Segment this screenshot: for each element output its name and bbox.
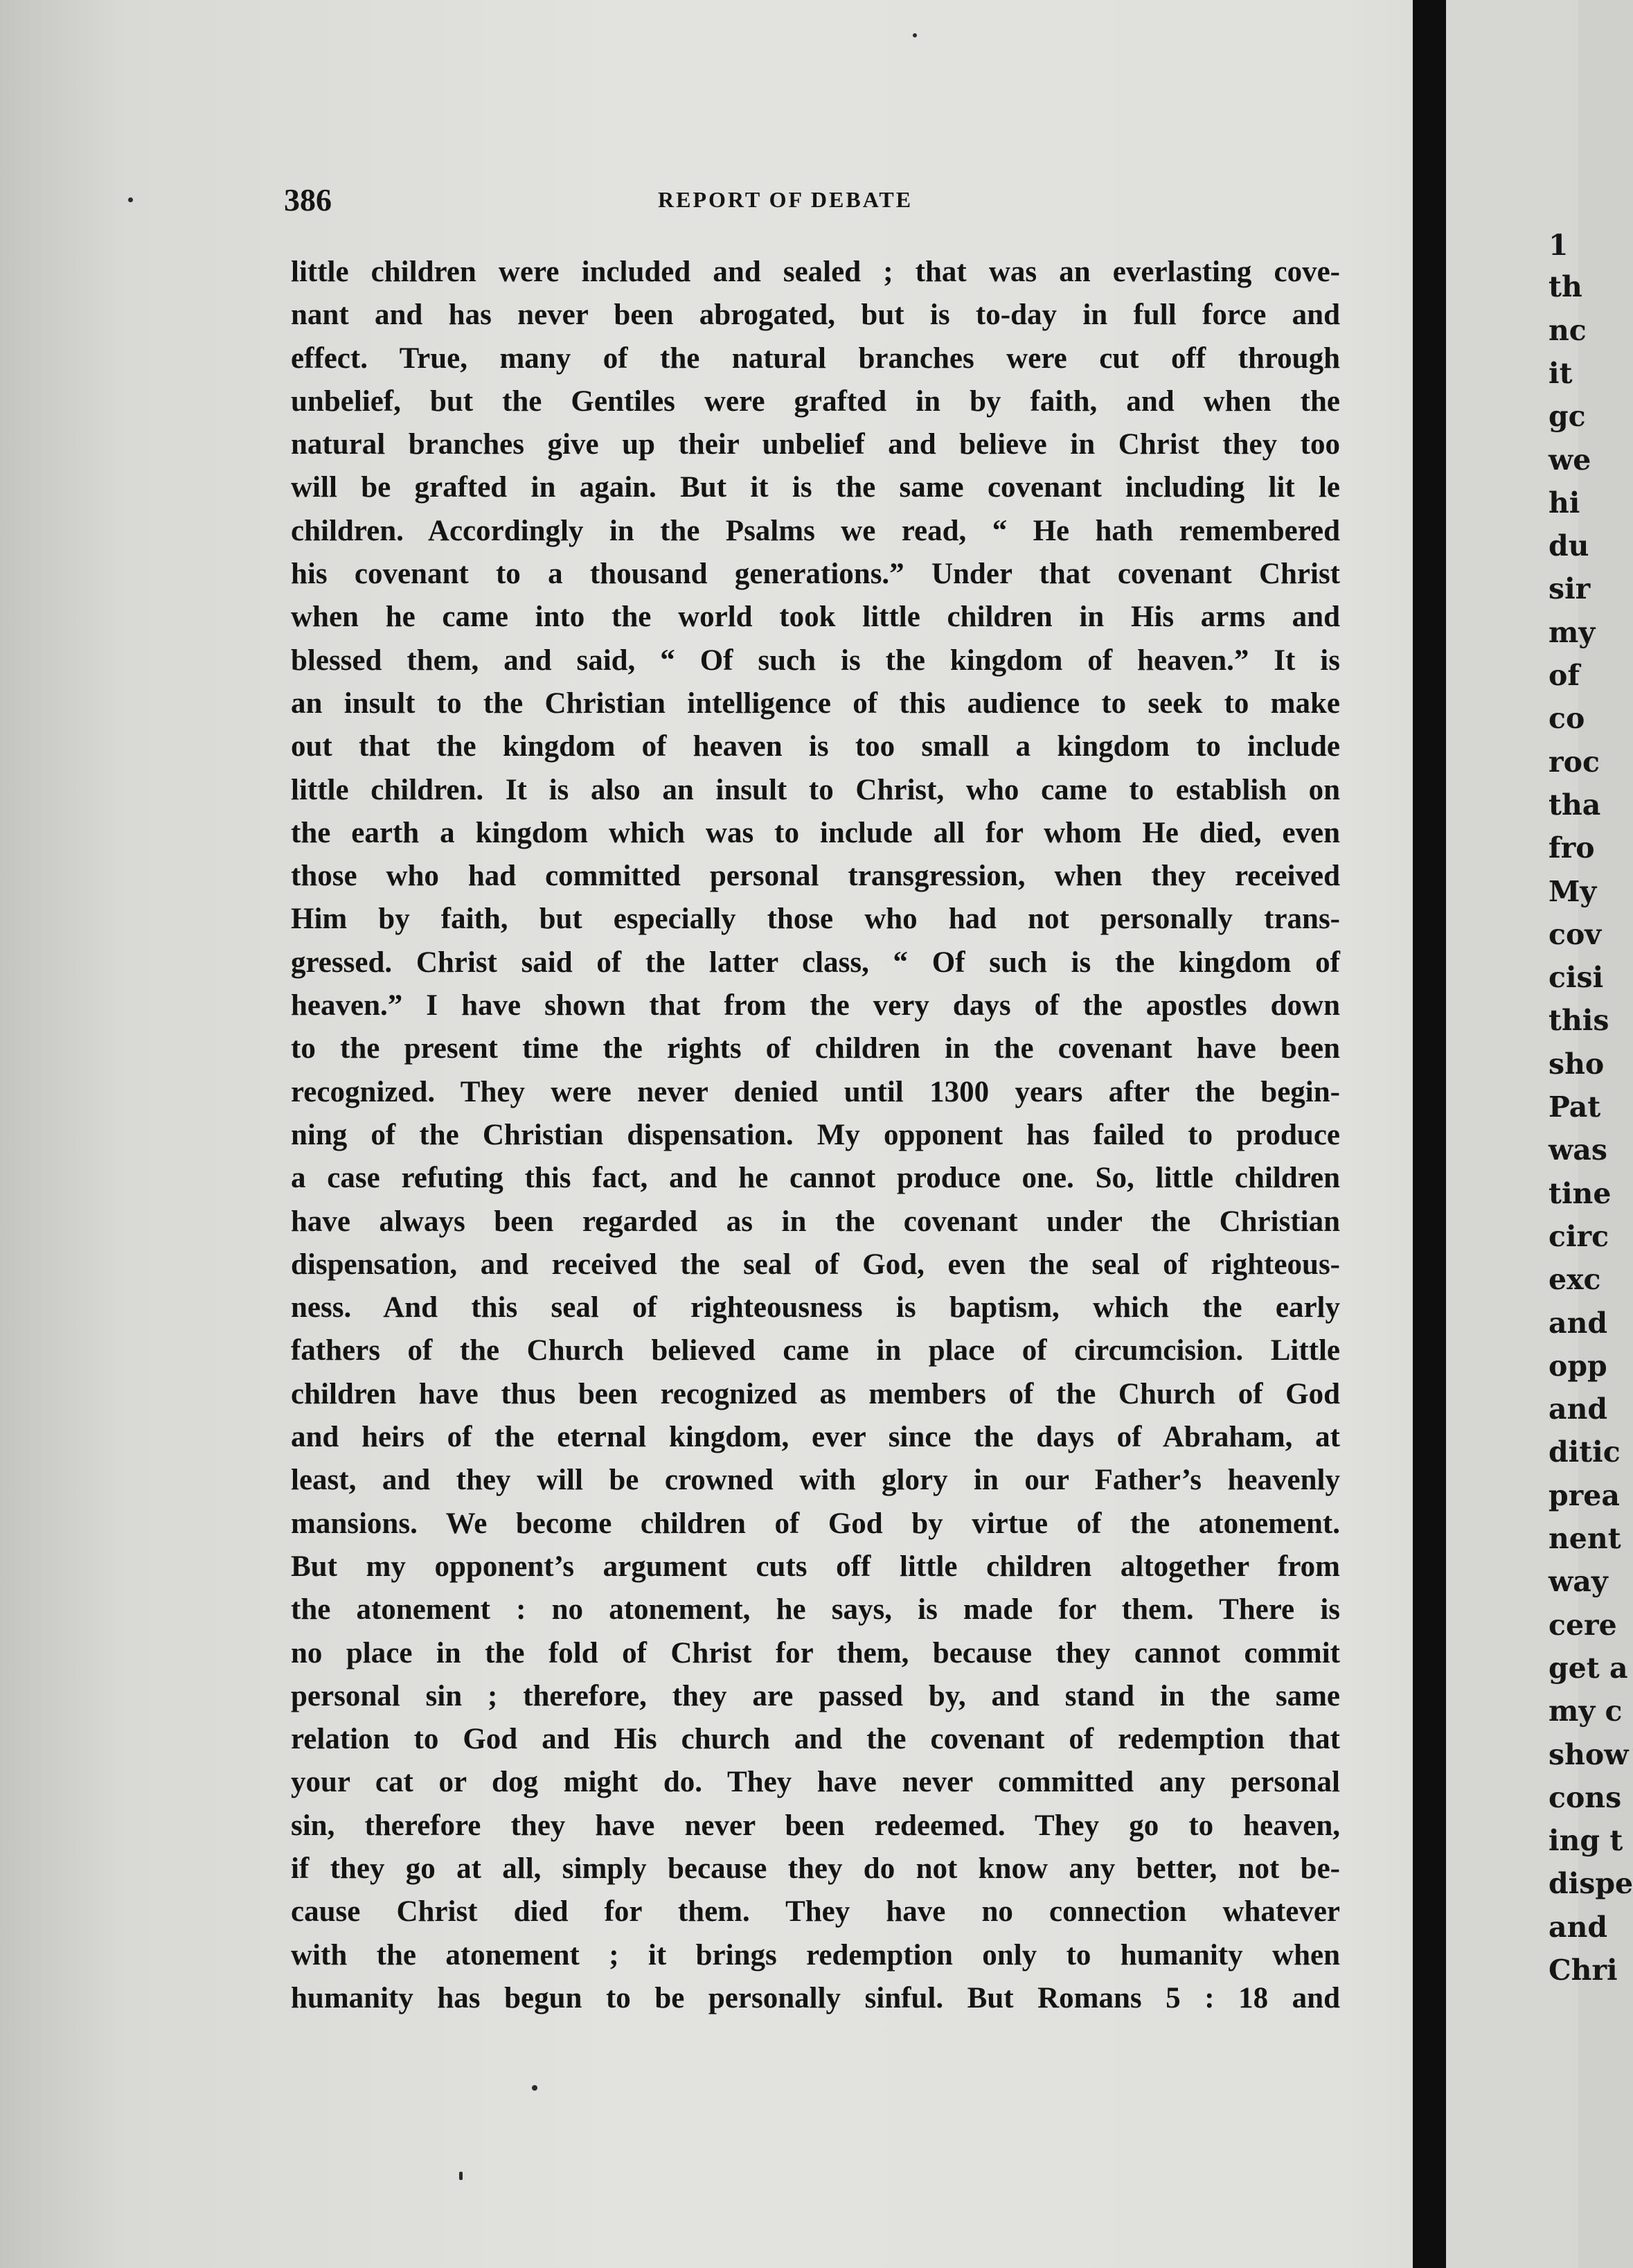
facing-page-text-fragment: cov — [1549, 917, 1602, 951]
facing-page-text-fragment: this — [1549, 1004, 1609, 1038]
facing-page-text-fragment: hi — [1549, 486, 1580, 520]
facing-page-text-fragment: prea — [1549, 1478, 1620, 1512]
facing-page-text-fragment: my c — [1549, 1694, 1623, 1728]
facing-page-text-fragment: roc — [1549, 745, 1600, 779]
facing-page-text-fragment: we — [1549, 443, 1591, 477]
text-line: those who had committed personal transgression, when they received — [291, 860, 1340, 893]
text-line: least, and they will be crowned with glory in our Father’s heavenly — [291, 1464, 1340, 1497]
text-line: the earth a kingdom which was to include all for whom He died, even — [291, 816, 1340, 849]
text-line: nant and has never been abrogated, but is to-day in full force and — [291, 299, 1340, 332]
facing-page-text-fragment: of — [1549, 659, 1580, 692]
facing-page-text-fragment: gc — [1549, 400, 1586, 434]
running-head — [284, 181, 1337, 223]
facing-page-text-fragment: ditic — [1549, 1435, 1621, 1469]
facing-page-text-fragment: 1 — [1549, 229, 1569, 262]
scan-speck — [532, 2085, 537, 2091]
facing-page-text-fragment: cisi — [1549, 961, 1604, 995]
text-line: your cat or dog might do. They have never committed any personal — [291, 1766, 1340, 1799]
facing-page-text-fragment: nc — [1549, 313, 1587, 347]
facing-page-text-fragment: exc — [1549, 1263, 1601, 1297]
facing-page-text-fragment: Pat — [1549, 1090, 1601, 1124]
text-line: out that the kingdom of heaven is too small a kingdom to include — [291, 730, 1340, 763]
text-line: fathers of the Church believed came in place of circumcision. Little — [291, 1334, 1340, 1367]
facing-page-text-fragment: sir — [1549, 572, 1591, 606]
facing-page-text-fragment: show — [1549, 1737, 1629, 1771]
facing-page-text-fragment: my — [1549, 615, 1596, 649]
text-line: But my opponent’s argument cuts off little children altogether from — [291, 1550, 1340, 1583]
facing-page-text-fragment: nent — [1549, 1522, 1621, 1555]
facing-page-text-fragment: opp — [1549, 1349, 1607, 1383]
facing-page-text-fragment: and — [1549, 1910, 1608, 1944]
text-line: ning of the Christian dispensation. My opponent has failed to produce — [291, 1118, 1340, 1151]
text-line: little children were included and sealed ; that was an everlasting cove- — [291, 256, 1340, 288]
text-line: natural branches give up their unbelief and believe in Christ they too — [291, 428, 1340, 461]
facing-page-text-fragment: th — [1549, 270, 1582, 304]
text-line: humanity has begun to be personally sinful. But Romans 5 : 18 and — [291, 1981, 1340, 2014]
text-line: an insult to the Christian intelligence of this audience to seek to make — [291, 686, 1340, 720]
facing-page-text-fragment: du — [1549, 529, 1589, 563]
text-line: recognized. They were never denied until 1300 years after the begin- — [291, 1075, 1340, 1108]
running-head-title: REPORT OF DEBATE — [658, 187, 913, 212]
text-line: sin, therefore they have never been redeemed. They go to heaven, — [291, 1809, 1340, 1842]
text-line: to the present time the rights of children in the covenant have been — [291, 1032, 1340, 1065]
text-line: blessed them, and said, “ Of such is the kingdom of heaven.” It is — [291, 644, 1340, 677]
scan-speck — [128, 197, 133, 202]
scan-speck — [913, 33, 917, 37]
text-line: heaven.” I have shown that from the very days of the apostles down — [291, 989, 1340, 1022]
text-line: no place in the fold of Christ for them, because they cannot commit — [291, 1636, 1340, 1669]
body-text — [291, 251, 1340, 2020]
text-line: and heirs of the eternal kingdom, ever since the days of Abraham, at — [291, 1421, 1340, 1454]
facing-page-text-fragment: fro — [1549, 831, 1595, 865]
text-line: the atonement : no atonement, he says, is made for them. There is — [291, 1593, 1340, 1627]
facing-page-text-fragment: dispe — [1549, 1867, 1633, 1901]
text-line: if they go at all, simply because they do not know any better, not be- — [291, 1852, 1340, 1885]
facing-page-text-fragment: My — [1549, 874, 1597, 908]
facing-page-text-fragment: get a — [1549, 1651, 1628, 1685]
facing-page-text-fragment: circ — [1549, 1219, 1609, 1253]
text-line: when he came into the world took little children in His arms and — [291, 601, 1340, 634]
page-number: 386 — [284, 182, 332, 218]
scan-speck — [459, 2172, 463, 2180]
facing-page-text-fragment: tha — [1549, 788, 1601, 822]
text-line: cause Christ died for them. They have no connection whatever — [291, 1895, 1340, 1929]
text-line: gressed. Christ said of the latter class, “ Of such is the kingdom of — [291, 946, 1340, 979]
text-line: mansions. We become children of God by virtue of the atonement. — [291, 1507, 1340, 1540]
facing-page-text-fragment: way — [1549, 1565, 1608, 1599]
facing-page-text-fragment: cere — [1549, 1608, 1617, 1642]
text-line: effect. True, many of the natural branches were cut off through — [291, 342, 1340, 375]
facing-page-text-fragment: co — [1549, 702, 1585, 736]
text-line: have always been regarded as in the covenant under the Christian — [291, 1205, 1340, 1238]
facing-page-text-fragment: Chri — [1549, 1954, 1618, 1987]
facing-page-text-fragment: was — [1549, 1133, 1607, 1167]
text-line: personal sin ; therefore, they are passed by, and stand in the same — [291, 1679, 1340, 1712]
facing-page-text-fragment: sho — [1549, 1047, 1605, 1081]
text-line: little children. It is also an insult to Christ, who came to establish on — [291, 773, 1340, 806]
text-line: unbelief, but the Gentiles were grafted in by faith, and when the — [291, 384, 1340, 418]
text-line: children have thus been recognized as members of the Church of God — [291, 1377, 1340, 1410]
text-line: will be grafted in again. But it is the same covenant including lit le — [291, 471, 1340, 504]
facing-page-text-fragment: and — [1549, 1306, 1608, 1340]
facing-page-edge — [1446, 0, 1633, 2268]
facing-page-text-fragment: ing t — [1549, 1824, 1623, 1858]
text-line: Him by faith, but especially those who had not personally trans- — [291, 903, 1340, 936]
text-line: children. Accordingly in the Psalms we read, “ He hath remembered — [291, 514, 1340, 547]
binding-gutter — [1413, 0, 1446, 2268]
text-line: with the atonement ; it brings redemption only to humanity when — [291, 1938, 1340, 1972]
text-line: relation to God and His church and the covenant of redemption that — [291, 1723, 1340, 1756]
facing-page-text-fragment: cons — [1549, 1780, 1622, 1814]
text-line: ness. And this seal of righteousness is baptism, which the early — [291, 1291, 1340, 1325]
text-line: his covenant to a thousand generations.” Under that covenant Christ — [291, 558, 1340, 591]
facing-page-text-fragment: and — [1549, 1392, 1608, 1426]
facing-page-text-fragment: it — [1549, 356, 1573, 390]
text-line: a case refuting this fact, and he cannot produce one. So, little children — [291, 1162, 1340, 1195]
text-line: dispensation, and received the seal of God, even the seal of righteous- — [291, 1248, 1340, 1281]
facing-page-text-fragment: tine — [1549, 1176, 1612, 1210]
